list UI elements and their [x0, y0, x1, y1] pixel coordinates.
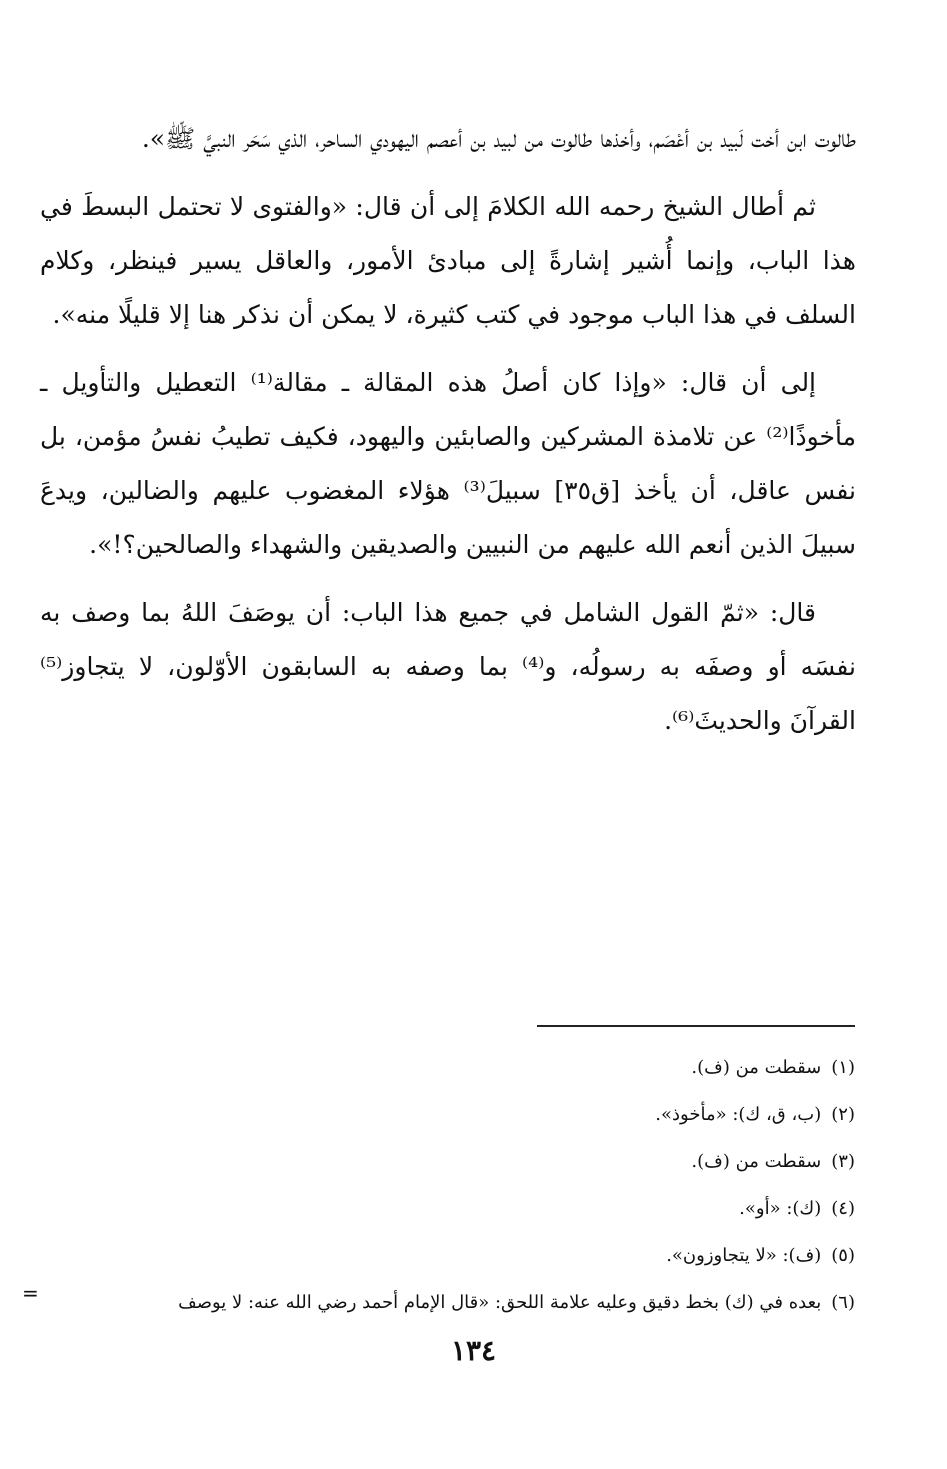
paragraph-1: طالوت ابن أخت لَبيد بن أعْصَم، وأخذها طالوت من لبيد بن أعصم اليهودي الساحر، الذي سَحَر النبيَّ ﷺ». [141, 124, 856, 153]
footnote-number: (٥) [831, 1245, 855, 1266]
footnote-6 [60, 1279, 855, 1326]
footnote-separator [537, 1025, 855, 1027]
page-number: ١٣٤ [450, 1334, 497, 1367]
footnote-text: سقطت من (ف). [691, 1057, 822, 1078]
footnote-2 [60, 1091, 855, 1138]
footnote-number: (٤) [831, 1198, 855, 1219]
footnotes [60, 1044, 855, 1326]
footnote-text: (ف): «لا يتجاوزون». [666, 1245, 822, 1266]
footnote-5 [60, 1232, 855, 1279]
footnote-text: (ك): «أو». [739, 1198, 822, 1219]
paragraph-3: إلى أن قال: «وإذا كان أصلُ هذه المقالة ـ مقالة⁽¹⁾ التعطيل والتأويل ـ مأخوذًا⁽²⁾ عن تلامذة المشركين والصابئين واليهود، فكيف تطيبُ نفسُ مؤمن، بل نفس عاقل، أن يأخذ [ق٣٥] سبيلَ⁽³⁾ هؤلاء المغضوب عليهم والضالين، ويدعَ سبيلَ الذين أنعم الله عليهم من النبيين والصديقين والشهداء والصالحين؟!». [40, 368, 857, 559]
footnote-3 [60, 1138, 855, 1185]
paragraph-4: قال: «ثمّ القول الشامل في جميع هذا الباب: أن يوصَفَ اللهُ بما وصف به نفسَه أو وصفَه به رسولُه، و⁽⁴⁾ بما وصفه به السابقون الأوّلون، لا يتجاوز⁽⁵⁾ القرآنَ والحديثَ⁽⁶⁾. [40, 598, 856, 735]
footnote-1 [60, 1044, 855, 1091]
footnote-text: (ب، ق، ك): «مأخوذ». [655, 1104, 822, 1125]
footnote-text: بعده في (ك) بخط دقيق وعليه علامة اللحق: «قال الإمام أحمد رضي الله عنه: لا يوصف [178, 1292, 822, 1313]
continuation-mark: = [22, 1281, 39, 1305]
main-text [40, 112, 856, 762]
footnote-text: سقطت من (ف). [691, 1151, 822, 1172]
footnote-number: (١) [831, 1057, 855, 1078]
paragraph-2: ثم أطال الشيخ رحمه الله الكلامَ إلى أن قال: «والفتوى لا تحتمل البسطَ في هذا الباب، وإنما أُشير إشارةً إلى مبادئ الأمور، والعاقل يسير فينظر، وكلام السلف في هذا الباب موجود في كتب كثيرة، لا يمكن أن نذكر هنا إلا قليلًا منه». [40, 192, 856, 329]
footnote-number: (٢) [831, 1104, 855, 1125]
footnote-number: (٦) [831, 1292, 855, 1313]
footnote-4 [60, 1185, 855, 1232]
footnote-number: (٣) [831, 1151, 855, 1172]
